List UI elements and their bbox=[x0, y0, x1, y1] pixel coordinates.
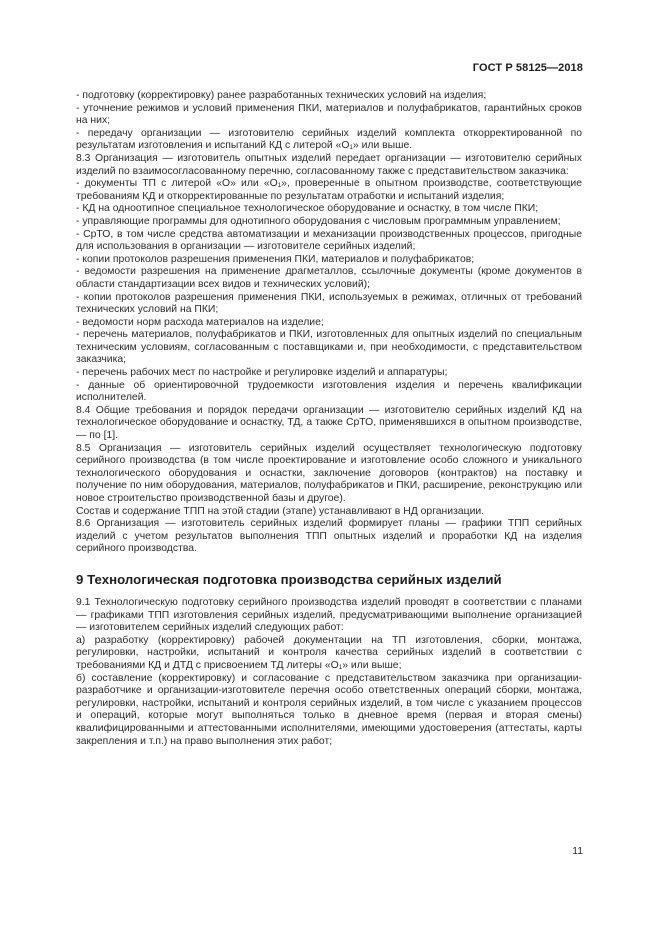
standard-header: ГОСТ Р 58125—2018 bbox=[472, 62, 583, 74]
paragraph: - документы ТП с литерой «О» или «О₁», проверенные в опытном производстве, соответствующие требованиям КД и откорректированные по результатам отработки и испытаний изделия; bbox=[76, 178, 582, 202]
document-body bbox=[76, 90, 582, 748]
paragraph: 8.3 Организация — изготовитель опытных изделий передает организации — изготовителю серийных изделий по взаимосогласованному перечню, согласованному также с представительством заказчика: bbox=[76, 152, 582, 177]
paragraph: - перечень рабочих мест по настройке и регулировке изделий и аппаратуры; bbox=[76, 367, 448, 379]
paragraph: 8.6 Организация — изготовитель серийных изделий формирует планы — графики ТПП серийных изделий с учетом результатов выполнения ТПП опытных изделий и проработки КД на изделия серийного производства. bbox=[76, 518, 582, 555]
paragraph: - подготовку (корректировку) ранее разработанных технических условий на изделия; bbox=[76, 90, 487, 101]
paragraph: - СрТО, в том числе средства автоматизации и механизации производственных процессов, пригодные для использования в организации — изготовителе серийных изделий; bbox=[76, 228, 582, 253]
paragraph: - копии протоколов разрешения применения ПКИ, материалов и полуфабрикатов; bbox=[76, 253, 475, 265]
paragraph: - копии протоколов разрешения применения ПКИ, используемых в режимах, отличных от требований технических условий на ПКИ; bbox=[76, 291, 582, 316]
paragraph: 8.4 Общие требования и порядок передачи организации — изготовителю серийных изделий КД на технологическое оборудование и оснастку, ТД, а также СрТО, применявшихся в опытном производстве, — по [1]. bbox=[76, 404, 582, 442]
paragraph: - управляющие программы для однотипного оборудования с числовым программным управлением; bbox=[76, 215, 561, 227]
paragraph: Состав и содержание ТПП на этой стадии (этапе) устанавливают в НД организации. bbox=[76, 505, 485, 517]
paragraph: 8.5 Организация — изготовитель серийных изделий осуществляет технологическую подготовку серийного производства (в том числе проектирование и изготовление особо сложного и уникального технологического оборудования и оснастки, заключение договоров (контрактов) на поставку и получение по ним оборудования, материалов, полуфабрикатов и ПКИ, расширение, реконструкцию или новое строительство производственной базы и другое). bbox=[76, 442, 582, 504]
paragraph: - уточнение режимов и условий применения ПКИ, материалов и полуфабрикатов, гарантийных сроков на них; bbox=[76, 102, 582, 127]
paragraph: - КД на одноотипное специальное технологическое оборудование и оснастку, в том числе ПКИ; bbox=[76, 203, 539, 215]
page-number: 11 bbox=[572, 846, 583, 857]
paragraph: б) составление (корректировку) и согласование с представительством заказчика при организации-разработчике и организации-изготовителе перечня особо ответственных операций сборки, монтажа, регулировки, настройки, испытаний и контроля серийных изделий, в том числе с указанием процессов и операций, которые могут выполняться только в дневное время (первая и вторая смены) квалифицированными и аттестованными исполнителями, имеющими удостоверения (аттестаты, карты закрепления и т.п.) на право выполнения этих работ; bbox=[76, 672, 582, 747]
section-9-body bbox=[76, 597, 582, 748]
section-9-title: 9 Технологическая подготовка производства серийных изделий bbox=[76, 571, 502, 587]
paragraph: - данные об ориентировочной трудоемкости изготовления изделия и перечень квалификации исполнителей. bbox=[76, 379, 582, 404]
paragraph: - перечень материалов, полуфабрикатов и ПКИ, изготовленных для опытных изделий по специальным техническим условиям, согласованным с поставщиками и, при необходимости, с представительством заказчика; bbox=[76, 329, 582, 366]
paragraph: а) разработку (корректировку) рабочей документации на ТП изготовления, сборки, монтажа, регулировки, настройки, испытаний и контроля качества серийных изделий в соответствии с требованиями КД и ДТД с присвоением ТД литеры «О₁» или выше; bbox=[76, 634, 582, 671]
paragraph: - передачу организации — изготовителю серийных изделий комплекта откорректированной по результатам изготовления и испытаний КД с литерой «О₁» или выше. bbox=[76, 127, 582, 152]
section-8-continuation bbox=[76, 90, 582, 556]
paragraph: - ведомости норм расхода материалов на изделие; bbox=[76, 316, 324, 328]
paragraph: 9.1 Технологическую подготовку серийного производства изделий проводят в соответствии с планами — графиками ТПП изготовления серийных изделий, предусматривающими выполнение организацией — изготовителем серийных изделий следующих работ: bbox=[76, 596, 582, 634]
paragraph: - ведомости разрешения на применение драгметаллов, ссылочные документы (кроме документов в области стандартизации всех видов и технических условий); bbox=[76, 266, 582, 290]
